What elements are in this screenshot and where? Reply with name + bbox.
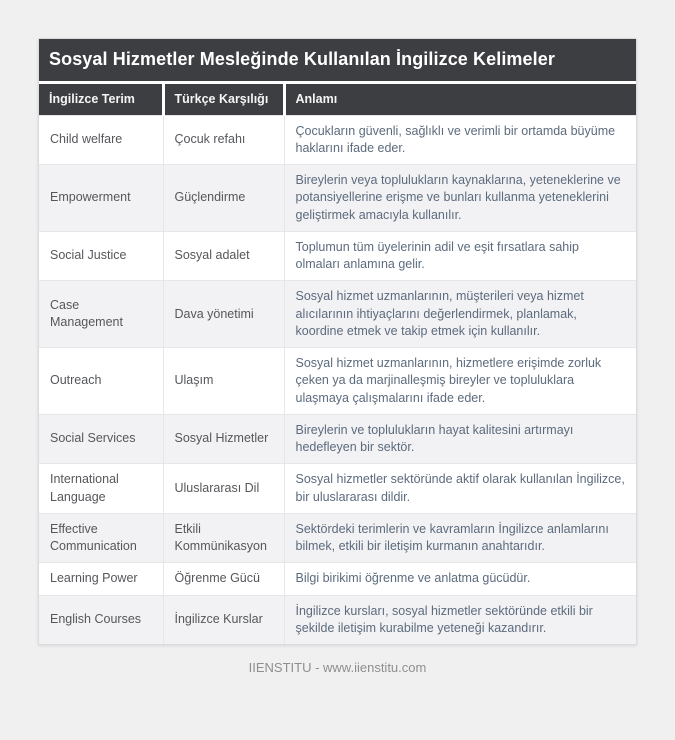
table-row <box>39 165 636 232</box>
meaning-cell: Sektördeki terimlerin ve kavramların İngilizce anlamlarını bilmek, etkili bir iletişim kurmanın anahtarıdır. <box>284 513 636 563</box>
turkish-equivalent-cell: Ulaşım <box>163 348 284 415</box>
table-header-row <box>39 84 636 116</box>
turkish-equivalent-cell: Dava yönetimi <box>163 281 284 348</box>
column-header-meaning: Anlamı <box>284 84 636 116</box>
table-row <box>39 348 636 415</box>
turkish-equivalent-cell: Öğrenme Gücü <box>163 563 284 595</box>
english-term-cell: Empowerment <box>39 165 163 232</box>
meaning-cell: İngilizce kursları, sosyal hizmetler sektöründe etkili bir şekilde iletişim kurabilme yeteneği kazandırır. <box>284 595 636 644</box>
meaning-cell: Çocukların güvenli, sağlıklı ve verimli bir ortamda büyüme haklarını ifade eder. <box>284 115 636 165</box>
table-row <box>39 563 636 595</box>
meaning-cell: Bireylerin veya toplulukların kaynaklarına, yeteneklerine ve potansiyellerine erişme ve bunları kullanma yeteneklerini geliştirmek amacıyla kullanılır. <box>284 165 636 232</box>
meaning-cell: Sosyal hizmet uzmanlarının, hizmetlere erişimde zorluk çeken ya da marjinalleşmiş bireyler ve topluluklara ulaşmaya çalışmalarını ifade eder. <box>284 348 636 415</box>
meaning-cell: Bilgi birikimi öğrenme ve anlatma gücüdür. <box>284 563 636 595</box>
table-row <box>39 513 636 563</box>
english-term-cell: International Language <box>39 464 163 514</box>
english-term-cell: Social Services <box>39 414 163 464</box>
turkish-equivalent-cell: Sosyal Hizmetler <box>163 414 284 464</box>
page <box>0 38 675 740</box>
footer-text: IIENSTITU - www.iienstitu.com <box>248 660 427 676</box>
turkish-equivalent-cell: Sosyal adalet <box>163 231 284 281</box>
table-row <box>39 464 636 514</box>
turkish-equivalent-cell: Çocuk refahı <box>163 115 284 165</box>
table-row <box>39 231 636 281</box>
english-term-cell: English Courses <box>39 595 163 644</box>
vocabulary-table <box>39 84 636 645</box>
page-title: Sosyal Hizmetler Mesleğinde Kullanılan İngilizce Kelimeler <box>39 39 636 81</box>
column-header-turkish-equivalent: Türkçe Karşılığı <box>163 84 284 116</box>
turkish-equivalent-cell: Etkili Kommünikasyon <box>163 513 284 563</box>
meaning-cell: Toplumun tüm üyelerinin adil ve eşit fırsatlara sahip olmaları anlamına gelir. <box>284 231 636 281</box>
table-row <box>39 595 636 644</box>
meaning-cell: Sosyal hizmet uzmanlarının, müşterileri veya hizmet alıcılarının ihtiyaçlarını değerlendirmek, planlamak, koordine etmek ve takip etmek için kullanılır. <box>284 281 636 348</box>
turkish-equivalent-cell: Güçlendirme <box>163 165 284 232</box>
turkish-equivalent-cell: Uluslararası Dil <box>163 464 284 514</box>
table-row <box>39 115 636 165</box>
table-row <box>39 414 636 464</box>
table-row <box>39 281 636 348</box>
english-term-cell: Outreach <box>39 348 163 415</box>
column-header-english-term: İngilizce Terim <box>39 84 163 116</box>
meaning-cell: Sosyal hizmetler sektöründe aktif olarak kullanılan İngilizce, bir uluslararası dildir. <box>284 464 636 514</box>
turkish-equivalent-cell: İngilizce Kurslar <box>163 595 284 644</box>
english-term-cell: Case Management <box>39 281 163 348</box>
meaning-cell: Bireylerin ve toplulukların hayat kalitesini artırmayı hedefleyen bir sektör. <box>284 414 636 464</box>
vocabulary-card <box>38 38 637 645</box>
english-term-cell: Social Justice <box>39 231 163 281</box>
english-term-cell: Child welfare <box>39 115 163 165</box>
english-term-cell: Effective Communication <box>39 513 163 563</box>
english-term-cell: Learning Power <box>39 563 163 595</box>
table-body <box>39 115 636 644</box>
